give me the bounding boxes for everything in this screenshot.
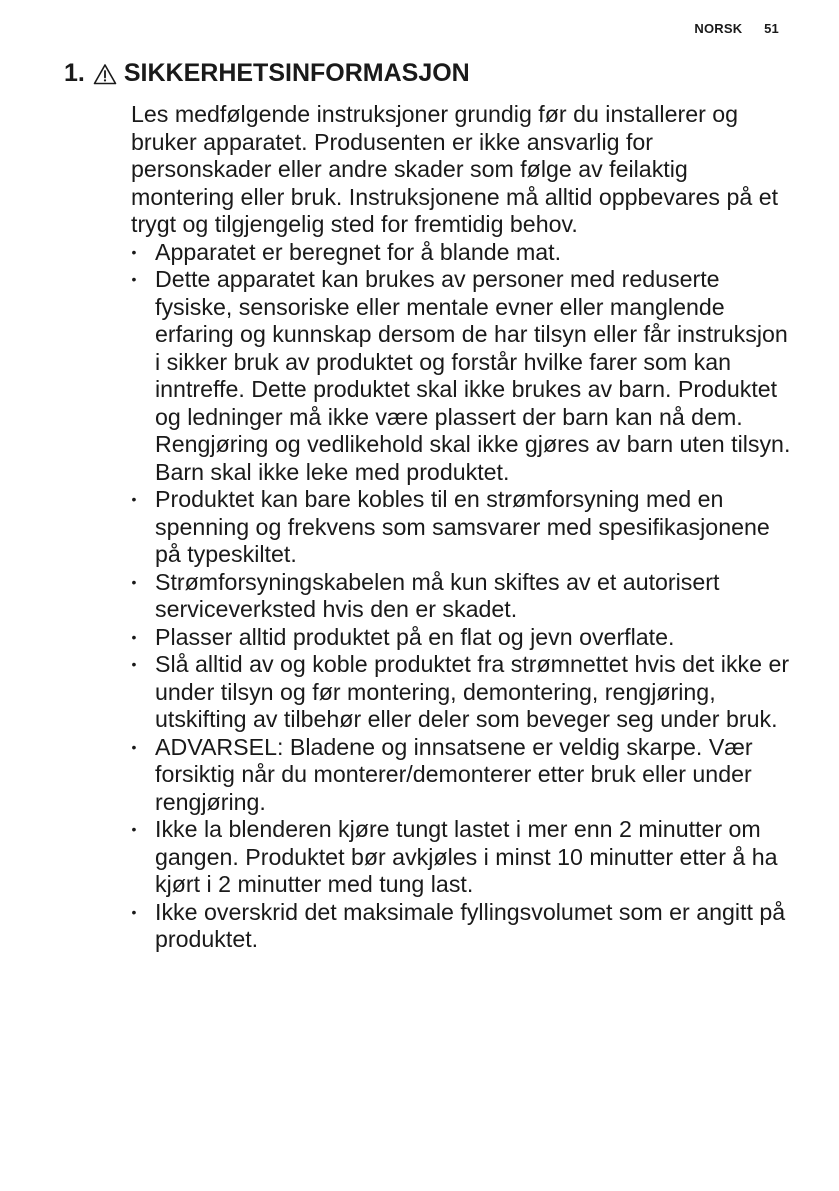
list-item xyxy=(131,899,791,954)
list-item xyxy=(131,266,791,486)
list-item xyxy=(131,569,791,624)
bullet-dot: • xyxy=(131,243,137,260)
page-header xyxy=(694,21,779,36)
bullet-dot: • xyxy=(131,271,137,287)
list-item xyxy=(131,239,791,267)
list-item-text: Strømforsyningskabelen må kun skiftes av et autorisert serviceverksted hvis den er skadet. xyxy=(155,568,720,622)
list-item xyxy=(131,651,791,734)
list-item-text: ADVARSEL: Bladene og innsatsene er veldig skarpe. Vær forsiktig når du monterer/demonterer etter bruk eller under rengjøring. xyxy=(155,733,753,815)
list-item-text: Ikke la blenderen kjøre tungt lastet i mer enn 2 minutter om gangen. Produktet bør avkjøles i minst 10 minutter etter å ha kjørt i 2 minutter med tung last. xyxy=(155,816,778,897)
bullet-dot: • xyxy=(131,738,137,755)
list-item-text: Apparatet er beregnet for å blande mat. xyxy=(155,238,562,265)
list-item-text: Produktet kan bare kobles til en strømforsyning med en spenning og frekvens som samsvarer med spesifikasjonene på typeskiltet. xyxy=(155,486,770,567)
list-item-text: Dette apparatet kan brukes av personer med reduserte fysiske, sensoriske eller mentale evner eller manglende erfaring og kunnskap dersom de har tilsyn eller får instruksjon i sikker bruk av produktet og forstår hvilke farer som kan inntreffe. Dette produktet skal ikke brukes av barn. Produktet og ledninger må ikke være plassert der barn kan nå dem. Rengjøring og vedlikehold skal ikke gjøres av barn uten tilsyn. Barn skal ikke leke med produktet. xyxy=(155,266,791,485)
warning-triangle-icon xyxy=(93,63,117,85)
bullet-dot: • xyxy=(131,491,137,507)
section-heading-text: SIKKERHETSINFORMASJON xyxy=(123,59,470,87)
list-item xyxy=(131,486,791,569)
bullet-dot: • xyxy=(131,573,137,590)
page-number: 51 xyxy=(764,21,779,36)
list-item xyxy=(131,816,791,899)
section-number: 1. xyxy=(64,59,85,87)
list-item xyxy=(131,624,791,652)
safety-content xyxy=(131,101,791,954)
list-item-text: Plasser alltid produktet på en flat og jevn overflate. xyxy=(155,623,675,650)
safety-bullet-list xyxy=(131,239,791,954)
list-item xyxy=(131,734,791,817)
language-label: NORSK xyxy=(694,21,743,36)
list-item-text: Ikke overskrid det maksimale fyllingsvolumet som er angitt på produktet. xyxy=(155,898,786,952)
bullet-dot: • xyxy=(131,903,137,920)
bullet-dot: • xyxy=(131,628,137,645)
list-item-text: Slå alltid av og koble produktet fra strømnettet hvis det ikke er under tilsyn og før montering, demontering, rengjøring, utskifting av tilbehør eller deler som beveger seg under bruk. xyxy=(155,651,790,732)
intro-paragraph: Les medfølgende instruksjoner grundig før du installerer og bruker apparatet. Produsenten er ikke ansvarlig for personskader eller andre skader som følge av feilaktig montering eller bruk. Instruksjonene må alltid oppbevares på et trygt og tilgjengelig sted for fremtidig behov. xyxy=(131,101,779,237)
section-title xyxy=(64,59,470,88)
bullet-dot: • xyxy=(131,821,137,837)
bullet-dot: • xyxy=(131,656,137,672)
